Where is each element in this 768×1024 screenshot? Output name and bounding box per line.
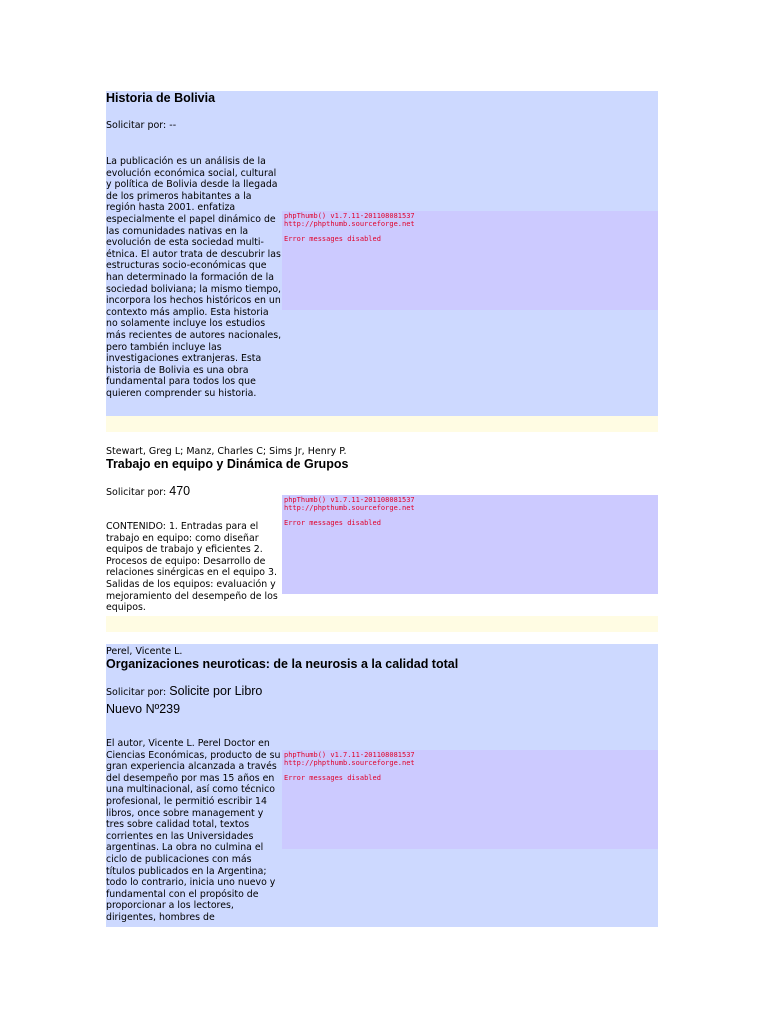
thumbnail-error [282,211,658,310]
separator [106,416,658,432]
book-description: La publicación es un análisis de la evolución económica social, cultural y política de Bolivia desde la llegada de los primeros habitantes a la región hasta 2001. enfatiza especialmente el papel dinámico de las comunidades nativas en la evolución de esta sociedad multi-étnica. El autor trata de descubrir las estructuras socio-económicas que han determinado la formación de la sociedad boliviana; la mismo tiempo, incorpora los hechos históricos en un contexto más amplio. Esta historia no solamente incluye los estudios más recientes de autores nacionales, pero también incluye las investigaciones extranjeras. Esta historia de Bolivia es una obra fundamental para todos los que quieren comprender su historia. [106,156,282,399]
solicitar-label: Solicitar por: [106,120,167,131]
error-message: Error messages disabled [284,235,381,243]
error-message: Error messages disabled [284,519,381,527]
solicitar-line [106,120,286,131]
solicitar-line [106,683,286,719]
error-url: http://phpthumb.sourceforge.net [284,759,415,767]
book-title[interactable]: Organizaciones neuroticas: de la neurosis a la calidad total [106,657,459,671]
book-title[interactable]: Trabajo en equipo y Dinámica de Grupos [106,457,349,471]
error-version: phpThumb() v1.7.11-201108081537 [284,212,415,220]
error-version: phpThumb() v1.7.11-201108081537 [284,496,415,504]
book-author: Stewart, Greg L; Manz, Charles C; Sims Jr, Henry P. [106,446,347,457]
separator [106,616,658,632]
error-url: http://phpthumb.sourceforge.net [284,220,415,228]
solicitar-line [106,484,286,498]
book-title[interactable]: Historia de Bolivia [106,91,216,105]
error-url: http://phpthumb.sourceforge.net [284,504,415,512]
book-author: Perel, Vicente L. [106,646,183,657]
book-description: CONTENIDO: 1. Entradas para el trabajo en equipo: como diseñar equipos de trabajo y eficientes 2. Procesos de equipo: Desarrollo de relaciones sinérgicas en el equipo 3. Salidas de los equipos: evaluación y mejoramiento del desempeño de los equipos. [106,521,278,614]
thumbnail-error [282,495,658,594]
solicitar-value: 470 [169,484,191,498]
solicitar-value: Solicite por Libro Nuevo Nº239 [106,684,263,716]
error-version: phpThumb() v1.7.11-201108081537 [284,751,415,759]
solicitar-label: Solicitar por: [106,687,167,698]
book-description: El autor, Vicente L. Perel Doctor en Ciencias Económicas, producto de su gran experiencia alcanzada a través del desempeño por mas 15 años en una multinacional, así como técnico profesional, le permitió escribir 14 libros, once sobre management y tres sobre calidad total, textos corrientes en las Universidades argentinas. La obra no culmina el ciclo de publicaciones con más títulos publicados en la Argentina; todo lo contrario, inicia uno nuevo y fundamental con el propósito de proporcionar a los lectores, dirigentes, hombres de [106,738,281,923]
solicitar-value: -- [169,120,177,131]
thumbnail-error [282,750,658,849]
solicitar-label: Solicitar por: [106,487,167,498]
error-message: Error messages disabled [284,774,381,782]
